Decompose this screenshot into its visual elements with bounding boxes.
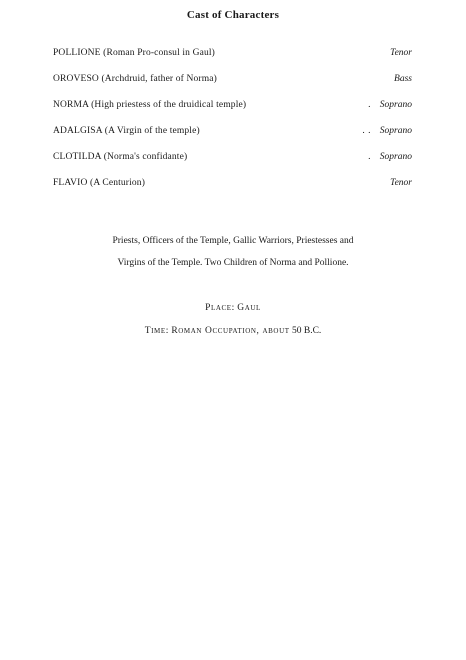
cast-role: ADALGISA (A Virgin of the temple) bbox=[53, 126, 200, 136]
cast-row bbox=[53, 125, 412, 151]
cast-voice: Soprano bbox=[379, 152, 412, 162]
cast-row bbox=[53, 47, 412, 73]
setting-block bbox=[0, 297, 466, 343]
chorus-line: Priests, Officers of the Temple, Gallic Warriors, Priestesses and bbox=[112, 236, 354, 246]
cast-list bbox=[53, 47, 412, 203]
cast-leader-dots: . bbox=[368, 152, 371, 162]
cast-voice: Tenor bbox=[390, 178, 412, 188]
time-label: Time: bbox=[144, 326, 169, 336]
cast-row bbox=[53, 151, 412, 177]
time-value: Roman Occupation, about bbox=[171, 326, 290, 336]
cast-leader-dots: . bbox=[368, 100, 371, 110]
cast-role: CLOTILDA (Norma's confidante) bbox=[53, 152, 188, 162]
cast-role: FLAVIO (A Centurion) bbox=[53, 178, 146, 188]
place-label: Place: bbox=[205, 303, 235, 313]
cast-voice: Soprano bbox=[379, 100, 412, 110]
page-title: Cast of Characters bbox=[186, 9, 280, 21]
cast-role: OROVESO (Archdruid, father of Norma) bbox=[53, 74, 217, 84]
time-line bbox=[0, 320, 466, 343]
chorus-line: Virgins of the Temple. Two Children of Norma and Pollione. bbox=[117, 258, 349, 268]
cast-role: POLLIONE (Roman Pro-consul in Gaul) bbox=[53, 48, 215, 58]
cast-row bbox=[53, 73, 412, 99]
cast-role: NORMA (High priestess of the druidical temple) bbox=[53, 100, 247, 110]
place-value: Gaul bbox=[237, 303, 261, 313]
cast-voice: Bass bbox=[394, 74, 412, 84]
cast-voice: Tenor bbox=[390, 48, 412, 58]
cast-leader-dots: . . bbox=[362, 126, 371, 136]
chorus-note bbox=[0, 230, 466, 274]
cast-row bbox=[53, 99, 412, 125]
time-year: 50 B.C. bbox=[291, 326, 322, 336]
cast-voice: Soprano bbox=[379, 126, 412, 136]
cast-row bbox=[53, 177, 412, 203]
place-line bbox=[0, 297, 466, 320]
